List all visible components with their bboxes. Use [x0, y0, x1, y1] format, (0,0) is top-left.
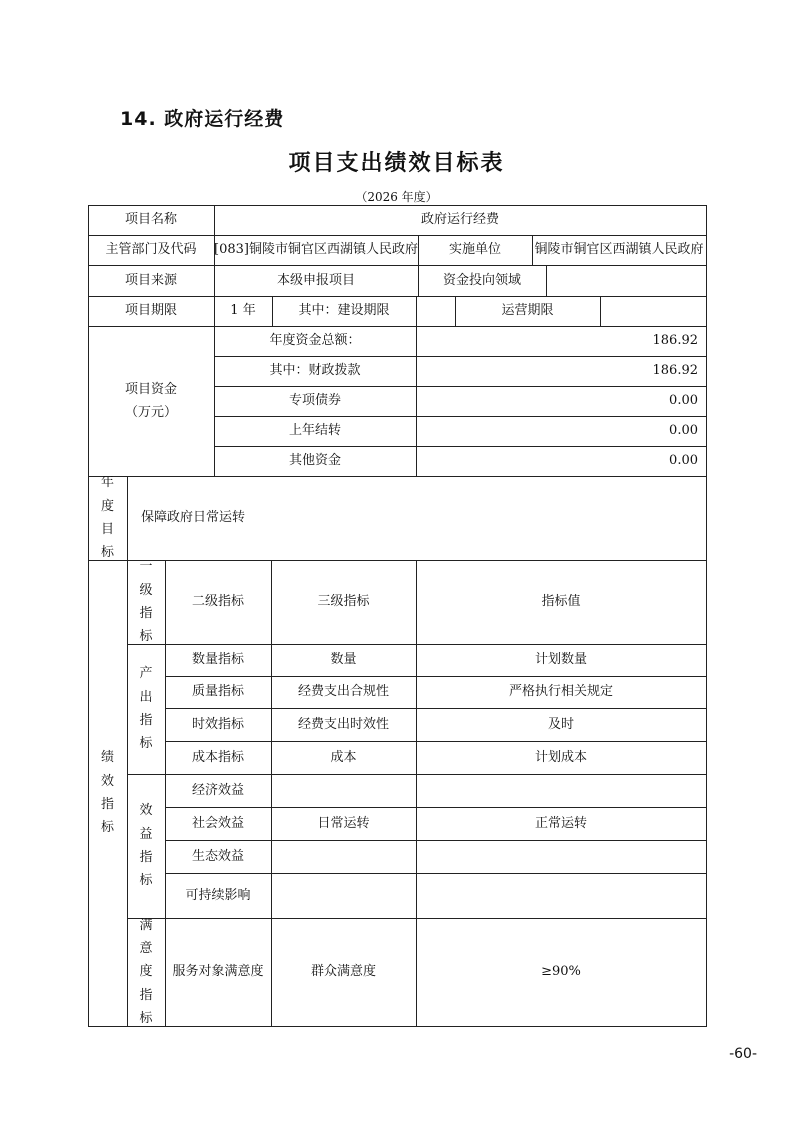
indicator-value-header: 指标值: [541, 594, 581, 610]
indicator-value: [416, 873, 706, 918]
level3-indicator: 经费支出时效性: [297, 716, 389, 732]
construction-period-label: 其中：建设期限: [298, 303, 390, 319]
annual-goal-label: 年 度 目 标: [100, 476, 114, 560]
indicator-value: 计划成本: [534, 749, 587, 765]
funds-row-label: 上年结转: [288, 423, 341, 439]
project-source-value: 本级申报项目: [276, 272, 355, 288]
implementing-unit-label: 实施单位: [448, 242, 501, 258]
level3-indicator: 经费支出合规性: [297, 684, 389, 700]
funds-row-label: 年度资金总额：: [269, 333, 361, 349]
department-label: 主管部门及代码: [105, 242, 197, 258]
project-source-label: 项目来源: [124, 272, 177, 288]
operation-period-value: [600, 296, 706, 326]
level1-indicator-header: 一 级 指 标: [139, 560, 153, 644]
indicator-value: [416, 774, 706, 807]
project-period-label: 项目期限: [124, 303, 177, 319]
annual-goal-text: 保障政府日常运转: [141, 510, 246, 526]
level2-indicator: 服务对象满意度: [172, 964, 264, 980]
level2-indicator: 经济效益: [191, 782, 244, 798]
project-name-value: 政府运行经费: [420, 212, 499, 228]
department-value: [083]铜陵市铜官区西湖镇人民政府: [214, 242, 418, 258]
level2-indicator: 可持续影响: [185, 887, 251, 903]
operation-period-label: 运营期限: [501, 303, 554, 319]
level1-indicator-group: 满 意 度 指 标: [139, 918, 153, 1026]
implementing-unit-value: 铜陵市铜官区西湖镇人民政府: [534, 242, 704, 258]
construction-period-value: [416, 296, 455, 326]
performance-indicators-label: 绩 效 指 标: [100, 750, 114, 836]
level3-indicator: 成本: [330, 749, 357, 765]
level3-indicator: [271, 840, 416, 873]
indicator-value: [416, 840, 706, 873]
page-number: -60-: [729, 1046, 757, 1062]
funds-row-label: 专项债券: [288, 393, 341, 409]
indicator-value: ≥90%: [541, 964, 581, 980]
table-border: [706, 205, 707, 1027]
project-name-label: 项目名称: [124, 212, 177, 228]
level2-indicator: 时效指标: [191, 716, 244, 732]
level2-indicator-header: 二级指标: [191, 594, 244, 610]
level3-indicator: 群众满意度: [310, 964, 376, 980]
investment-field-value: [546, 265, 706, 296]
level1-indicator-group: 效 益 指 标: [139, 803, 153, 889]
indicator-value: 及时: [547, 716, 574, 732]
level2-indicator: 成本指标: [191, 749, 244, 765]
table-border: [88, 1026, 707, 1027]
funds-row-value: 186.92: [652, 333, 698, 349]
level3-indicator: 数量: [330, 652, 357, 668]
level3-indicator: 日常运转: [317, 815, 370, 831]
section-title: 14. 政府运行经费: [120, 108, 285, 130]
level2-indicator: 生态效益: [191, 848, 244, 864]
fiscal-year: （2026 年度）: [355, 190, 438, 204]
funds-row-value: 0.00: [669, 453, 698, 469]
level1-indicator-group: 产 出 指 标: [139, 666, 153, 752]
level2-indicator: 数量指标: [191, 652, 244, 668]
level2-indicator: 质量指标: [191, 684, 244, 700]
level3-indicator: [271, 774, 416, 807]
indicator-value: 计划数量: [534, 652, 587, 668]
indicator-value: 严格执行相关规定: [508, 684, 613, 700]
indicator-value: 正常运转: [534, 815, 587, 831]
funds-row-label: 其中：财政拨款: [269, 363, 361, 379]
funds-row-label: 其他资金: [288, 453, 341, 469]
project-funds-label: 项目资金 （万元）: [124, 381, 177, 420]
funds-row-value: 0.00: [669, 423, 698, 439]
level3-indicator-header: 三级指标: [317, 594, 370, 610]
project-period-value: 1 年: [230, 303, 256, 319]
funds-row-value: 0.00: [669, 393, 698, 409]
level2-indicator: 社会效益: [191, 815, 244, 831]
funds-row-value: 186.92: [652, 363, 698, 379]
level3-indicator: [271, 873, 416, 918]
investment-field-label: 资金投向领域: [442, 272, 521, 288]
page-title: 项目支出绩效目标表: [288, 151, 505, 176]
